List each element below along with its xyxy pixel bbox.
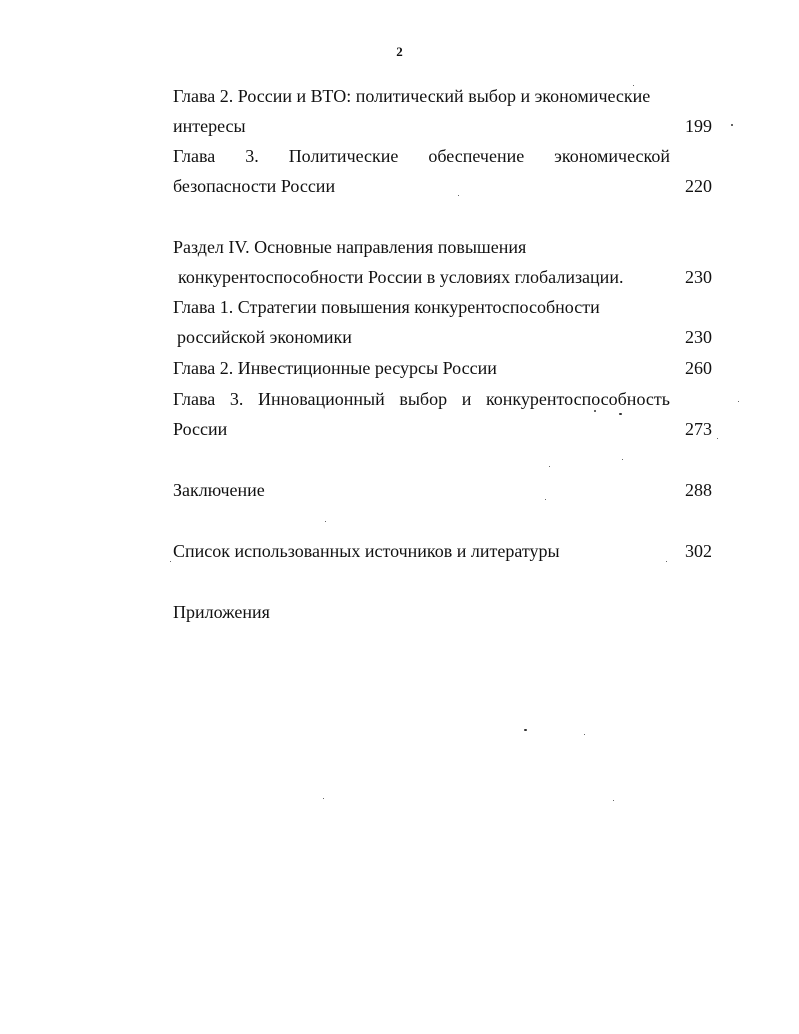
toc-entry-title-line-1: Глава 1. Стратегии повышения конкурентоспособности <box>173 297 600 317</box>
scan-speck <box>619 413 622 415</box>
scan-speck <box>633 85 634 86</box>
toc-entry-title-line-1: Раздел IV. Основные направления повышения <box>173 237 527 257</box>
toc-entry-title: Заключение <box>173 480 265 500</box>
toc-entry-page: 302 <box>685 541 712 561</box>
toc-entry-title-line-1: Глава 2. России и ВТО: политический выбор и экономические <box>173 86 651 106</box>
toc-entry-page: 260 <box>685 358 712 378</box>
word: 3. <box>245 146 259 166</box>
scan-speck <box>666 561 667 562</box>
toc-entry-page: 288 <box>685 480 712 500</box>
scan-speck <box>323 798 324 799</box>
page-number: 2 <box>396 44 403 59</box>
toc-entry-title-line-2: интересы <box>173 116 246 136</box>
word: Политические <box>288 146 399 166</box>
word: обеспечение <box>428 146 525 166</box>
scan-speck <box>545 499 546 500</box>
word: и <box>461 389 472 409</box>
toc-entry-title-line-2: России <box>173 419 228 439</box>
scan-speck <box>584 734 585 735</box>
toc-entry-title-line-1: Глава 2. Инвестиционные ресурсы России <box>173 358 497 378</box>
scan-speck <box>731 124 733 126</box>
toc-entry-page: 199 <box>685 116 712 136</box>
scan-speck <box>622 459 623 460</box>
scan-speck <box>738 401 739 402</box>
scan-speck <box>458 195 459 196</box>
word: 3. <box>229 389 244 409</box>
toc-entry-page: 273 <box>685 419 712 439</box>
toc-entry-title: Список использованных источников и литературы <box>173 541 560 561</box>
scan-speck <box>613 800 614 801</box>
word: Глава <box>173 146 216 166</box>
toc-entry-page: 230 <box>685 327 712 347</box>
word: выбор <box>399 389 448 409</box>
toc-entry-title-line-1 <box>173 146 670 166</box>
scan-speck <box>524 729 527 731</box>
toc-entry-page: 220 <box>685 176 712 196</box>
toc-entry-title-line-2: российской экономики <box>177 327 352 347</box>
word: конкурентоспособность <box>485 389 670 409</box>
scan-speck <box>170 561 171 562</box>
scan-speck <box>594 410 596 412</box>
word: экономической <box>554 146 670 166</box>
scan-speck <box>325 521 326 522</box>
toc-entry-title: Приложения <box>173 602 270 622</box>
toc-entry-title-line-2: конкурентоспособности России в условиях глобализации. <box>178 267 624 287</box>
toc-entry-title-line-1 <box>173 389 670 409</box>
word: Глава <box>173 389 216 409</box>
word: Инновационный <box>257 389 385 409</box>
scan-speck <box>717 438 718 439</box>
scan-speck <box>549 466 550 467</box>
toc-entry-page: 230 <box>685 267 712 287</box>
toc-entry-title-line-2: безопасности России <box>173 176 336 196</box>
